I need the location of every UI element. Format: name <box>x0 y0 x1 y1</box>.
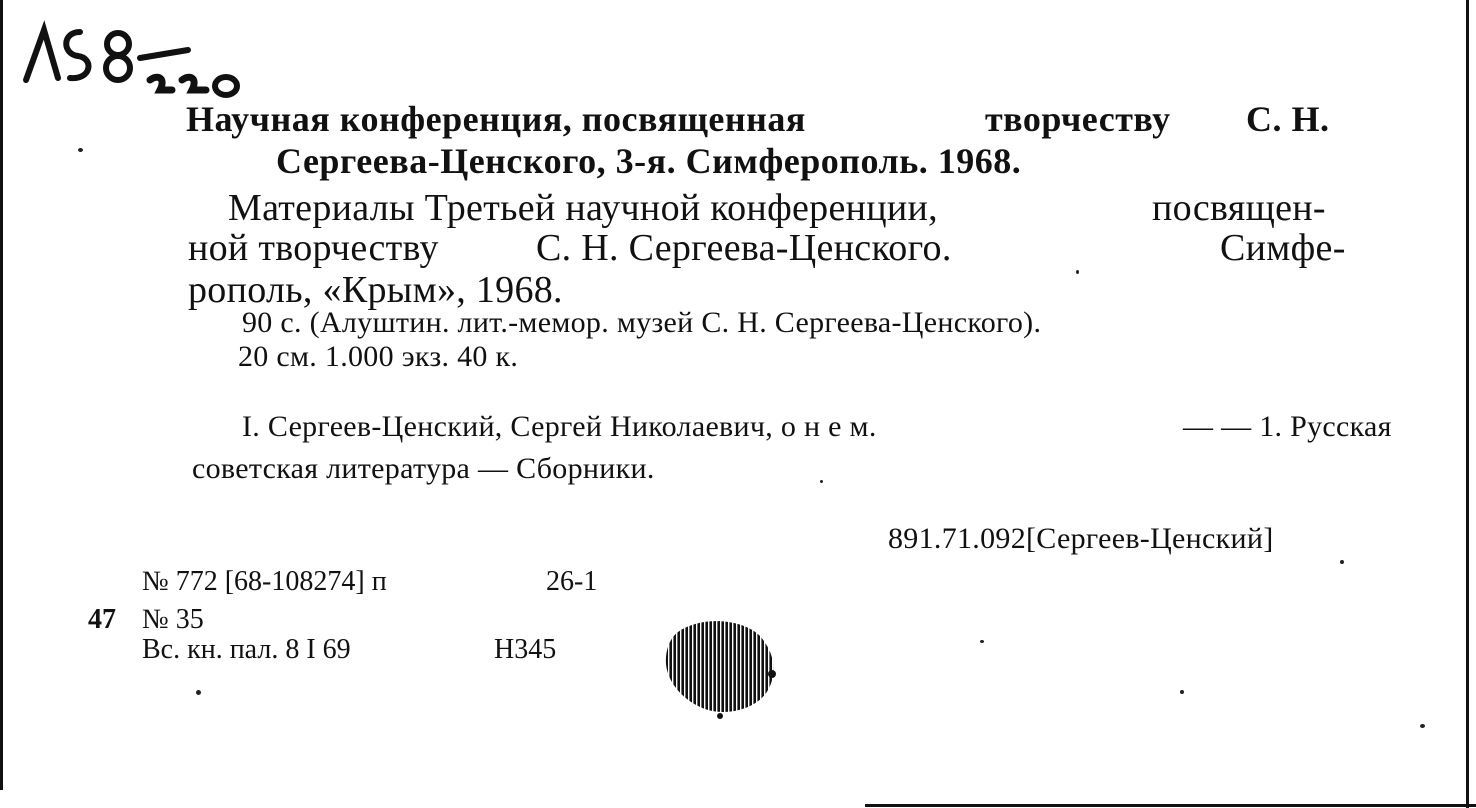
materials-line1: Материалы Третьей научной конференции, <box>228 187 938 229</box>
speck <box>78 148 83 152</box>
materials-line2: ной творчеству <box>188 227 439 269</box>
heading-line1-word: творчеству <box>985 99 1171 139</box>
record-number: № 772 [68-108274] п <box>142 566 387 597</box>
record-code: 26-1 <box>546 566 598 597</box>
materials-line2-name: С. Н. Сергеева-Ценского. <box>536 227 952 269</box>
subjects-line2: советская литература — Сборники. <box>192 452 655 485</box>
materials-line5: 20 см. 1.000 экз. 40 к. <box>238 340 519 373</box>
speck <box>1076 270 1079 274</box>
card-bottom-edge <box>865 804 1476 807</box>
subjects-line1-end: — — 1. Русская <box>1183 410 1392 443</box>
record-margin-number: 47 <box>88 604 116 635</box>
record-author-mark: Н345 <box>494 634 557 665</box>
materials-line2-end: Симфе- <box>1220 227 1346 269</box>
record-chamber-date: Вс. кн. пал. 8 I 69 <box>142 634 351 665</box>
classification-code: 891.71.092[Сергеев-Ценский] <box>888 522 1274 555</box>
speck <box>1180 690 1184 694</box>
materials-line3: рополь, «Крым», 1968. <box>188 269 563 311</box>
heading-line2: Сергеева-Ценского, 3-я. Симферополь. 1968. <box>276 141 1022 181</box>
heading-line1: Научная конференция, посвященная <box>186 99 806 139</box>
record-issue-number: № 35 <box>142 604 204 635</box>
handwritten-mark <box>18 18 248 108</box>
card-left-edge <box>0 0 3 790</box>
speck <box>820 480 823 483</box>
heading-line1-initials: С. Н. <box>1246 99 1330 139</box>
subjects-line1: I. Сергеев-Ценский, Сергей Николаевич, о н е м. <box>242 410 877 443</box>
speck <box>1420 724 1425 728</box>
materials-line1-end: посвящен- <box>1152 187 1326 229</box>
speck <box>196 690 201 695</box>
materials-line4: 90 с. (Алуштин. лит.-мемор. музей С. Н. Сергеева-Ценского). <box>242 306 1042 339</box>
speck <box>1340 560 1344 564</box>
card-right-edge <box>1466 0 1469 808</box>
speck <box>980 640 984 643</box>
ink-blot <box>660 612 780 722</box>
